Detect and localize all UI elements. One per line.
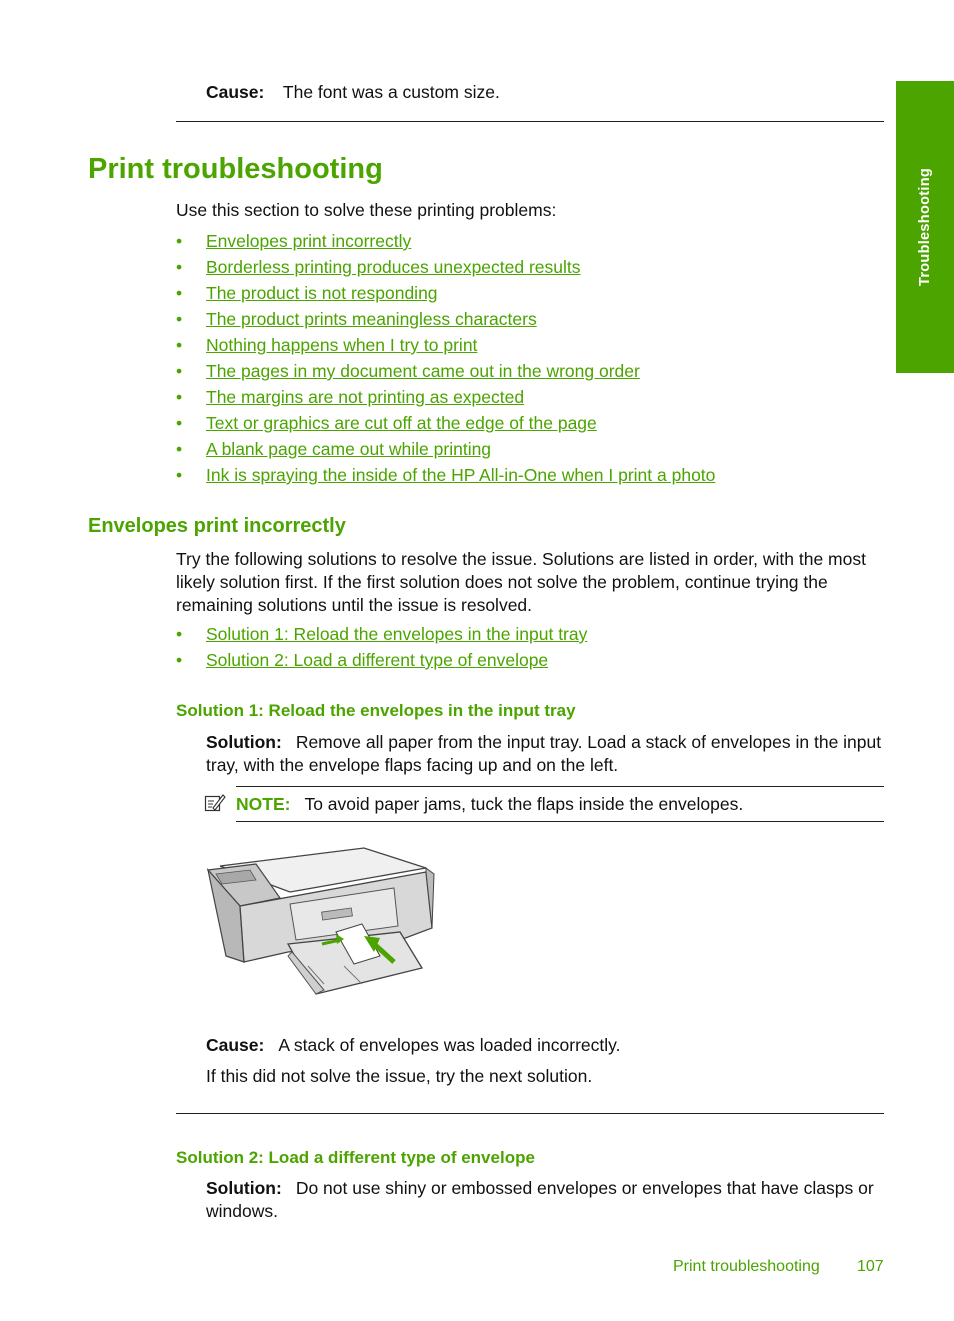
- solution-list-wrap: [176, 621, 876, 673]
- note: [236, 794, 743, 815]
- bullet: •: [176, 257, 183, 277]
- problem-list-wrap: [176, 228, 876, 488]
- list-item: [176, 621, 876, 647]
- bullet: •: [176, 465, 183, 485]
- link-wrong-order[interactable]: The pages in my document came out in the wrong order: [206, 361, 640, 381]
- link-ink-spraying[interactable]: Ink is spraying the inside of the HP All-in-One when I print a photo: [206, 465, 716, 485]
- link-solution-1[interactable]: Solution 1: Reload the envelopes in the input tray: [206, 624, 588, 644]
- printer-envelope-illustration: [204, 844, 440, 1015]
- cause-text: A stack of envelopes was loaded incorrectly.: [278, 1035, 621, 1055]
- solution1-cause: [206, 1035, 620, 1056]
- solution1-body: [206, 731, 886, 777]
- bullet: •: [176, 439, 183, 459]
- problem-list: [176, 228, 876, 488]
- side-tab-label: Troubleshooting: [917, 167, 933, 287]
- bullet: •: [176, 650, 183, 670]
- cause-text: The font was a custom size.: [282, 82, 500, 102]
- bullet: •: [176, 624, 183, 644]
- link-nothing-happens[interactable]: Nothing happens when I try to print: [206, 335, 478, 355]
- solution-text: Do not use shiny or embossed envelopes or envelopes that have clasps or windows.: [206, 1178, 874, 1221]
- list-item: [176, 306, 876, 332]
- note-pencil-icon: [204, 793, 226, 818]
- note-label: NOTE:: [236, 794, 291, 814]
- bullet: •: [176, 335, 183, 355]
- envelopes-heading: Envelopes print incorrectly: [88, 515, 346, 537]
- list-item: [176, 436, 876, 462]
- bullet: •: [176, 309, 183, 329]
- solution1-heading-wrap: [176, 701, 576, 721]
- envelopes-heading-wrap: [88, 515, 346, 538]
- list-item: [176, 254, 876, 280]
- list-item: [176, 280, 876, 306]
- page-title: Print troubleshooting: [88, 153, 383, 185]
- solution2-heading-wrap: [176, 1148, 535, 1168]
- solution-label: Solution:: [206, 1178, 282, 1198]
- link-blank-page[interactable]: A blank page came out while printing: [206, 439, 492, 459]
- footer-section: Print troubleshooting: [673, 1258, 820, 1275]
- bullet: •: [176, 283, 183, 303]
- cause-label: Cause:: [206, 82, 265, 102]
- solution2-body: [206, 1177, 886, 1223]
- link-borderless[interactable]: Borderless printing produces unexpected results: [206, 257, 581, 277]
- list-item: [176, 332, 876, 358]
- divider: [176, 121, 884, 122]
- solution2-heading: Solution 2: Load a different type of envelope: [176, 1148, 535, 1167]
- bullet: •: [176, 361, 183, 381]
- page-number: 107: [857, 1258, 884, 1275]
- link-meaningless-chars[interactable]: The product prints meaningless characters: [206, 309, 537, 329]
- top-cause: [206, 82, 500, 103]
- list-item: [176, 647, 876, 673]
- link-cut-off[interactable]: Text or graphics are cut off at the edge of the page: [206, 413, 597, 433]
- list-item: [176, 384, 876, 410]
- solution1-heading: Solution 1: Reload the envelopes in the input tray: [176, 701, 576, 720]
- solution-list: [176, 621, 876, 673]
- note-text: To avoid paper jams, tuck the flaps inside the envelopes.: [304, 794, 744, 814]
- list-item: [176, 462, 876, 488]
- divider: [176, 1113, 884, 1114]
- side-tab: [896, 81, 954, 373]
- link-envelopes[interactable]: Envelopes print incorrectly: [206, 231, 412, 251]
- solution-text: Remove all paper from the input tray. Load a stack of envelopes in the input tray, with the envelope flaps facing up and on the left.: [206, 732, 882, 775]
- list-item: [176, 410, 876, 436]
- link-solution-2[interactable]: Solution 2: Load a different type of envelope: [206, 650, 549, 670]
- link-not-responding[interactable]: The product is not responding: [206, 283, 438, 303]
- cause-label: Cause:: [206, 1035, 265, 1055]
- list-item: [176, 358, 876, 384]
- link-margins[interactable]: The margins are not printing as expected: [206, 387, 525, 407]
- intro-text: Use this section to solve these printing problems:: [176, 200, 557, 220]
- bullet: •: [176, 387, 183, 407]
- list-item: [176, 228, 876, 254]
- bullet: •: [176, 231, 183, 251]
- solution-label: Solution:: [206, 732, 282, 752]
- envelopes-intro: Try the following solutions to resolve the issue. Solutions are listed in order, with the most likely solution first. If the first solution does not solve the problem, continue trying the remaining solutions until the issue is resolved.: [176, 549, 866, 615]
- page-title-wrap: [88, 153, 383, 186]
- bullet: •: [176, 413, 183, 433]
- next-solution-text: If this did not solve the issue, try the next solution.: [206, 1066, 593, 1086]
